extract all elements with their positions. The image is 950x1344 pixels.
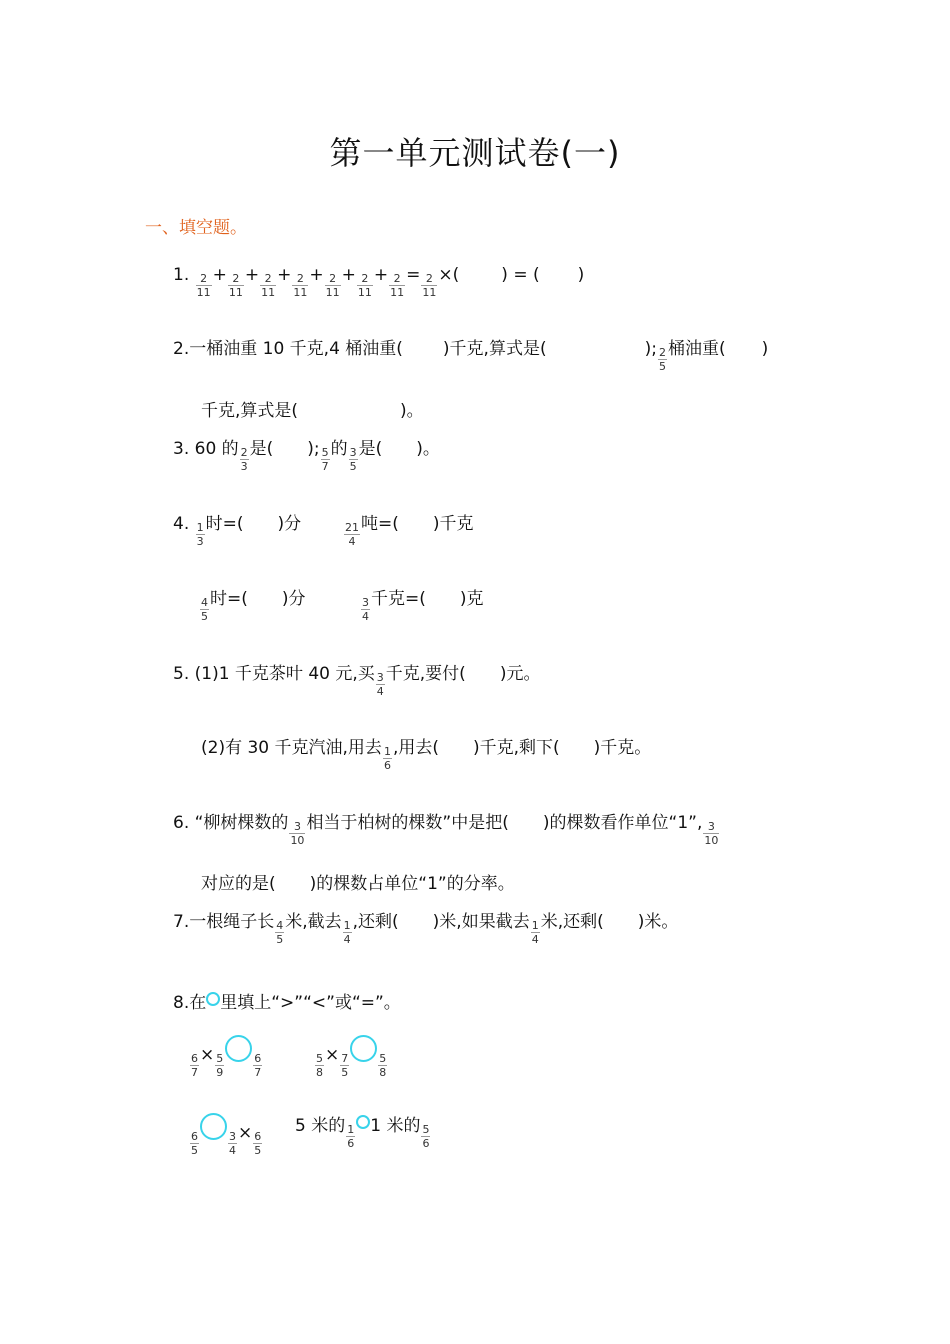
- q4-text: 千克=( )克: [371, 589, 484, 609]
- fraction: $\frac{3}{10}$: [704, 820, 719, 847]
- q3-text: 3. 60 的: [173, 439, 239, 459]
- q2-text: );: [644, 339, 657, 359]
- q4-text: 时=( )分: [210, 589, 306, 609]
- q2-text: 桶油重(: [667, 339, 726, 359]
- q8-text: 1 米的: [370, 1116, 421, 1136]
- question-2: [173, 336, 768, 373]
- question-1: [173, 262, 584, 299]
- q8-text: 5 米的: [295, 1116, 346, 1136]
- fraction: $\frac{1}{6}$: [383, 745, 391, 772]
- q7-text: ,还剩( )米,如果截去: [352, 912, 530, 932]
- q7-text: 米,还剩( )米。: [540, 912, 679, 932]
- fraction: $\frac{2}{11}$: [196, 272, 211, 299]
- fraction: $\frac{1}{3}$: [196, 521, 204, 548]
- q8-text: 里填上“>”“<”或“=”。: [220, 993, 401, 1013]
- fraction: $\frac{3}{4}$: [229, 1130, 236, 1157]
- question-6: [173, 810, 720, 847]
- paren-close: ): [577, 265, 585, 285]
- plus-sign: +: [341, 265, 356, 285]
- fraction: $\frac{3}{4}$: [362, 596, 369, 623]
- fraction: $\frac{1}{6}$: [347, 1123, 355, 1150]
- q4-number: 4.: [173, 514, 190, 534]
- q3-text: 是( )。: [358, 439, 440, 459]
- question-4-row1b: [343, 511, 474, 548]
- question-5-part1: [173, 661, 540, 698]
- fraction: $\frac{3}{5}$: [349, 446, 357, 473]
- fraction: $\frac{1}{4}$: [343, 919, 351, 946]
- q7-text: 米,截去: [285, 912, 342, 932]
- q8-text: 8.在: [173, 993, 207, 1013]
- plus-sign: +: [309, 265, 324, 285]
- fraction: $\frac{5}{8}$: [379, 1052, 387, 1079]
- q2-text: )千克,算式是(: [442, 339, 547, 359]
- fraction: $\frac{2}{11}$: [228, 272, 243, 299]
- compare-circle[interactable]: [200, 1113, 227, 1140]
- section-heading: 一、填空题。: [145, 218, 247, 238]
- fraction: $\frac{2}{11}$: [390, 272, 405, 299]
- fraction: $\frac{6}{7}$: [254, 1052, 262, 1079]
- q2-text: 2.一桶油重 10 千克,4 桶油重(: [173, 339, 403, 359]
- fraction: $\frac{5}{6}$: [422, 1123, 430, 1150]
- question-4-row2: [199, 586, 306, 623]
- circle-icon: [206, 992, 220, 1006]
- fraction: $\frac{2}{11}$: [422, 272, 437, 299]
- q5-text: 5. (1)1 千克茶叶 40 元,买: [173, 664, 375, 684]
- q5-text: ,用去( )千克,剩下( )千克。: [392, 738, 652, 758]
- question-5-part2: [201, 735, 651, 772]
- q4-text: 吨=( )千克: [361, 514, 474, 534]
- q6-text: 6. “柳树棵数的: [173, 813, 289, 833]
- compare-item-2: [314, 1035, 388, 1079]
- plus-sign: +: [212, 265, 227, 285]
- question-7: [173, 909, 678, 946]
- compare-item-4: [295, 1113, 431, 1150]
- q5-text: 千克,要付( )元。: [385, 664, 541, 684]
- q4-text: 时=( )分: [205, 514, 302, 534]
- fraction: $\frac{6}{5}$: [191, 1130, 198, 1157]
- compare-item-3: [189, 1113, 263, 1157]
- fraction: $\frac{2}{11}$: [357, 272, 372, 299]
- fraction: $\frac{2}{5}$: [658, 346, 666, 373]
- q7-text: 7.一根绳子长: [173, 912, 275, 932]
- times-sign: ×: [238, 1123, 253, 1143]
- fraction: $\frac{2}{11}$: [325, 272, 340, 299]
- fraction: $\frac{2}{3}$: [240, 446, 248, 473]
- fraction: $\frac{5}{7}$: [321, 446, 329, 473]
- plus-sign: +: [244, 265, 260, 285]
- equals-sign: =: [406, 265, 421, 285]
- compare-circle[interactable]: [350, 1035, 377, 1062]
- page-title: 第一单元测试卷(一): [329, 134, 621, 172]
- question-4-row1: [173, 511, 301, 548]
- question-6-line2: 对应的是( )的棵数占单位“1”的分率。: [201, 874, 515, 894]
- q3-text: 是( );: [249, 439, 320, 459]
- plus-sign: +: [277, 265, 292, 285]
- fraction: $\frac{1}{4}$: [531, 919, 539, 946]
- plus-sign: +: [373, 265, 389, 285]
- question-4-row2b: [360, 586, 484, 623]
- fraction: $\frac{5}{9}$: [216, 1052, 224, 1079]
- q2-text: ): [761, 339, 769, 359]
- fraction: $\frac{21}{4}$: [345, 521, 359, 548]
- q3-text: 的: [330, 439, 348, 459]
- fraction: $\frac{3}{10}$: [290, 820, 305, 847]
- times-sign: ×: [325, 1045, 340, 1065]
- q6-text: 相当于柏树的棵数”中是把( )的棵数看作单位“1”,: [306, 813, 703, 833]
- times-open: ×(: [438, 265, 460, 285]
- fraction: $\frac{3}{4}$: [376, 671, 384, 698]
- fraction: $\frac{7}{5}$: [341, 1052, 349, 1079]
- fraction: $\frac{5}{8}$: [316, 1052, 323, 1079]
- fraction: $\frac{6}{5}$: [254, 1130, 262, 1157]
- compare-circle[interactable]: [356, 1115, 370, 1129]
- q5-text: (2)有 30 千克汽油,用去: [201, 738, 382, 758]
- fraction: $\frac{4}{5}$: [276, 919, 284, 946]
- fraction: $\frac{6}{7}$: [191, 1052, 198, 1079]
- q1-number: 1.: [173, 265, 190, 285]
- compare-circle[interactable]: [225, 1035, 252, 1062]
- paren-equals: ) = (: [501, 265, 540, 285]
- question-8: [173, 990, 401, 1016]
- question-2-line2: 千克,算式是( )。: [201, 401, 424, 421]
- question-3: [173, 436, 440, 473]
- fraction: $\frac{4}{5}$: [201, 596, 208, 623]
- fraction: $\frac{2}{11}$: [261, 272, 276, 299]
- times-sign: ×: [200, 1045, 215, 1065]
- fraction: $\frac{2}{11}$: [293, 272, 308, 299]
- compare-item-1: [189, 1035, 263, 1079]
